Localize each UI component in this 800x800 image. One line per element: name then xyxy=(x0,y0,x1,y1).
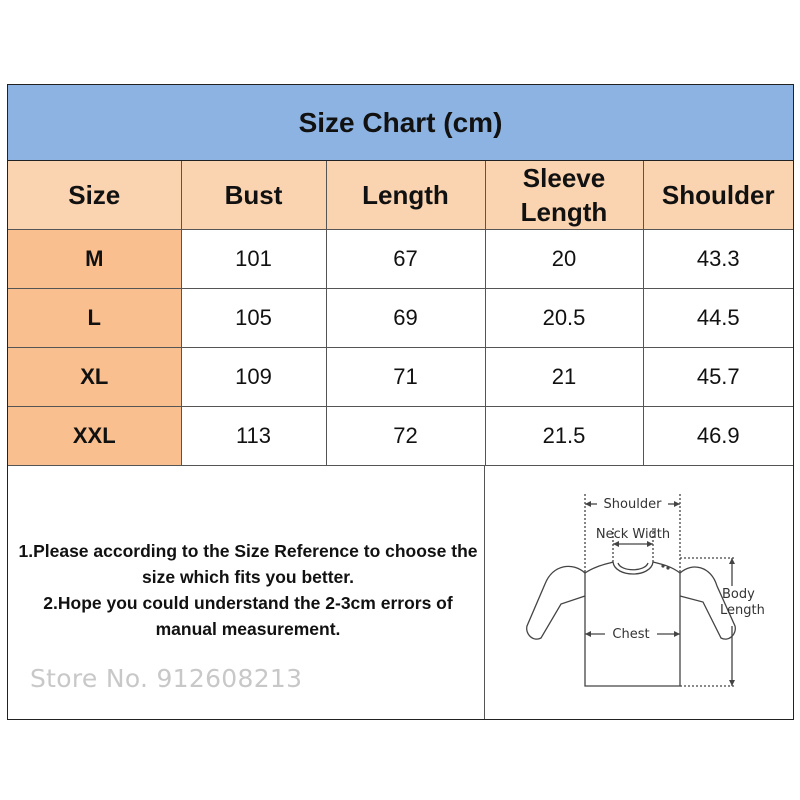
sleeve-value: 21 xyxy=(485,348,643,407)
chart-title: Size Chart (cm) xyxy=(8,85,793,161)
length-value: 71 xyxy=(326,348,485,407)
body-length-label-1: Body xyxy=(722,587,755,602)
shoulder-value: 45.7 xyxy=(643,348,793,407)
shoulder-label: Shoulder xyxy=(603,497,662,512)
size-label: XL xyxy=(8,348,181,407)
note-1: 1.Please according to the Size Reference to choose the size which fits you better. xyxy=(18,541,478,587)
store-watermark: Store No. 912608213 xyxy=(30,664,303,693)
table-header-row xyxy=(8,161,793,230)
note-2: 2.Hope you could understand the 2-3cm errors of manual measurement. xyxy=(43,593,453,639)
bust-value: 105 xyxy=(181,289,326,348)
length-value: 69 xyxy=(326,289,485,348)
shoulder-value: 46.9 xyxy=(643,407,793,466)
length-value: 67 xyxy=(326,230,485,289)
header-sleeve-length xyxy=(485,161,643,230)
neck-width-label: Neck Width xyxy=(595,527,671,542)
table-row xyxy=(8,348,793,407)
header-sleeve-length-text: Sleeve Length xyxy=(520,163,608,227)
measurement-diagram xyxy=(485,466,793,720)
header-length: Length xyxy=(326,161,485,230)
table-row xyxy=(8,407,793,466)
size-table xyxy=(8,161,793,466)
table-row xyxy=(8,230,793,289)
length-value: 72 xyxy=(326,407,485,466)
sleeve-value: 21.5 xyxy=(485,407,643,466)
shoulder-value: 43.3 xyxy=(643,230,793,289)
sleeve-value: 20 xyxy=(485,230,643,289)
size-notes xyxy=(14,538,482,642)
size-label: L xyxy=(8,289,181,348)
body-length-label-2: Length xyxy=(720,603,765,618)
size-chart xyxy=(7,84,794,720)
header-shoulder: Shoulder xyxy=(643,161,793,230)
bust-value: 101 xyxy=(181,230,326,289)
header-size: Size xyxy=(8,161,181,230)
left-sleeve xyxy=(527,566,585,639)
chest-label: Chest xyxy=(612,627,650,642)
bust-value: 109 xyxy=(181,348,326,407)
size-label: M xyxy=(8,230,181,289)
header-bust: Bust xyxy=(181,161,326,230)
table-row xyxy=(8,289,793,348)
info-section xyxy=(8,465,793,719)
shoulder-value: 44.5 xyxy=(643,289,793,348)
size-label: XXL xyxy=(8,407,181,466)
bust-value: 113 xyxy=(181,407,326,466)
sleeve-value: 20.5 xyxy=(485,289,643,348)
